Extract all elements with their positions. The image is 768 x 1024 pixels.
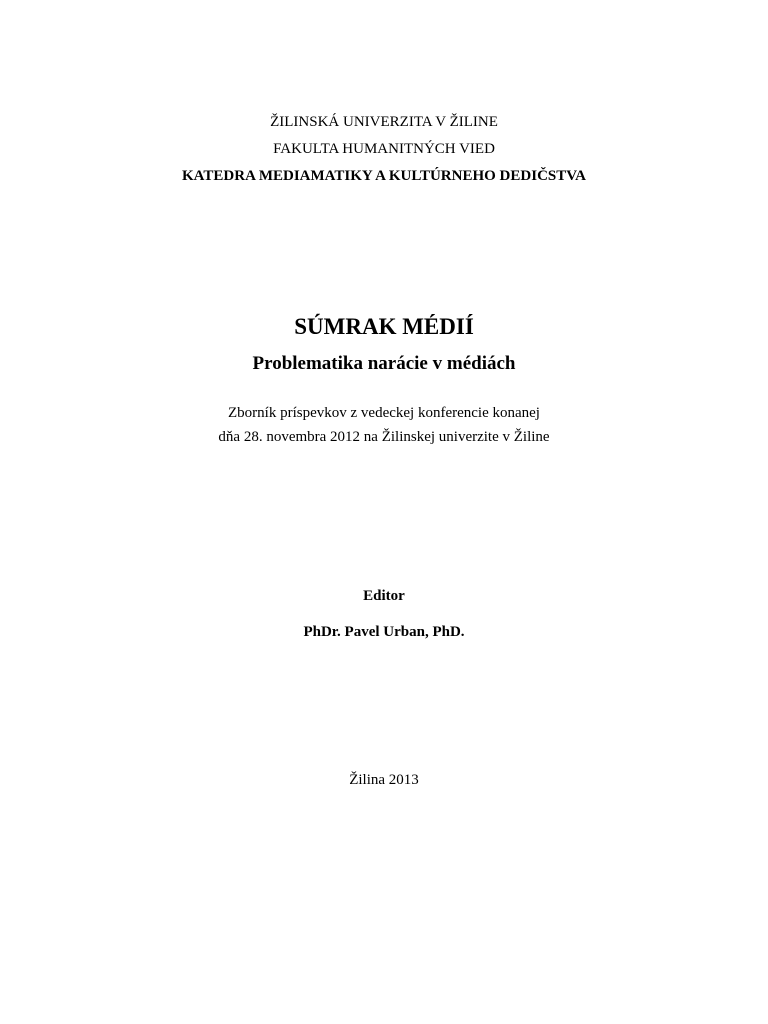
document-title: SÚMRAK MÉDIÍ bbox=[294, 314, 474, 339]
department-name: KATEDRA MEDIAMATIKY A KULTÚRNEHO DEDIČSTVA bbox=[182, 168, 586, 184]
editor-name: PhDr. Pavel Urban, PhD. bbox=[303, 624, 465, 640]
place-and-year: Žilina 2013 bbox=[349, 772, 419, 788]
description-line-1: Zborník príspevkov z vedeckej konferencie konanej bbox=[228, 405, 540, 421]
document-subtitle: Problematika narácie v médiách bbox=[252, 353, 516, 374]
editor-label: Editor bbox=[363, 588, 405, 604]
university-name: ŽILINSKÁ UNIVERZITA V ŽILINE bbox=[270, 114, 498, 130]
faculty-name: FAKULTA HUMANITNÝCH VIED bbox=[273, 141, 495, 157]
description-line-2: dňa 28. novembra 2012 na Žilinskej univerzite v Žiline bbox=[218, 429, 550, 445]
